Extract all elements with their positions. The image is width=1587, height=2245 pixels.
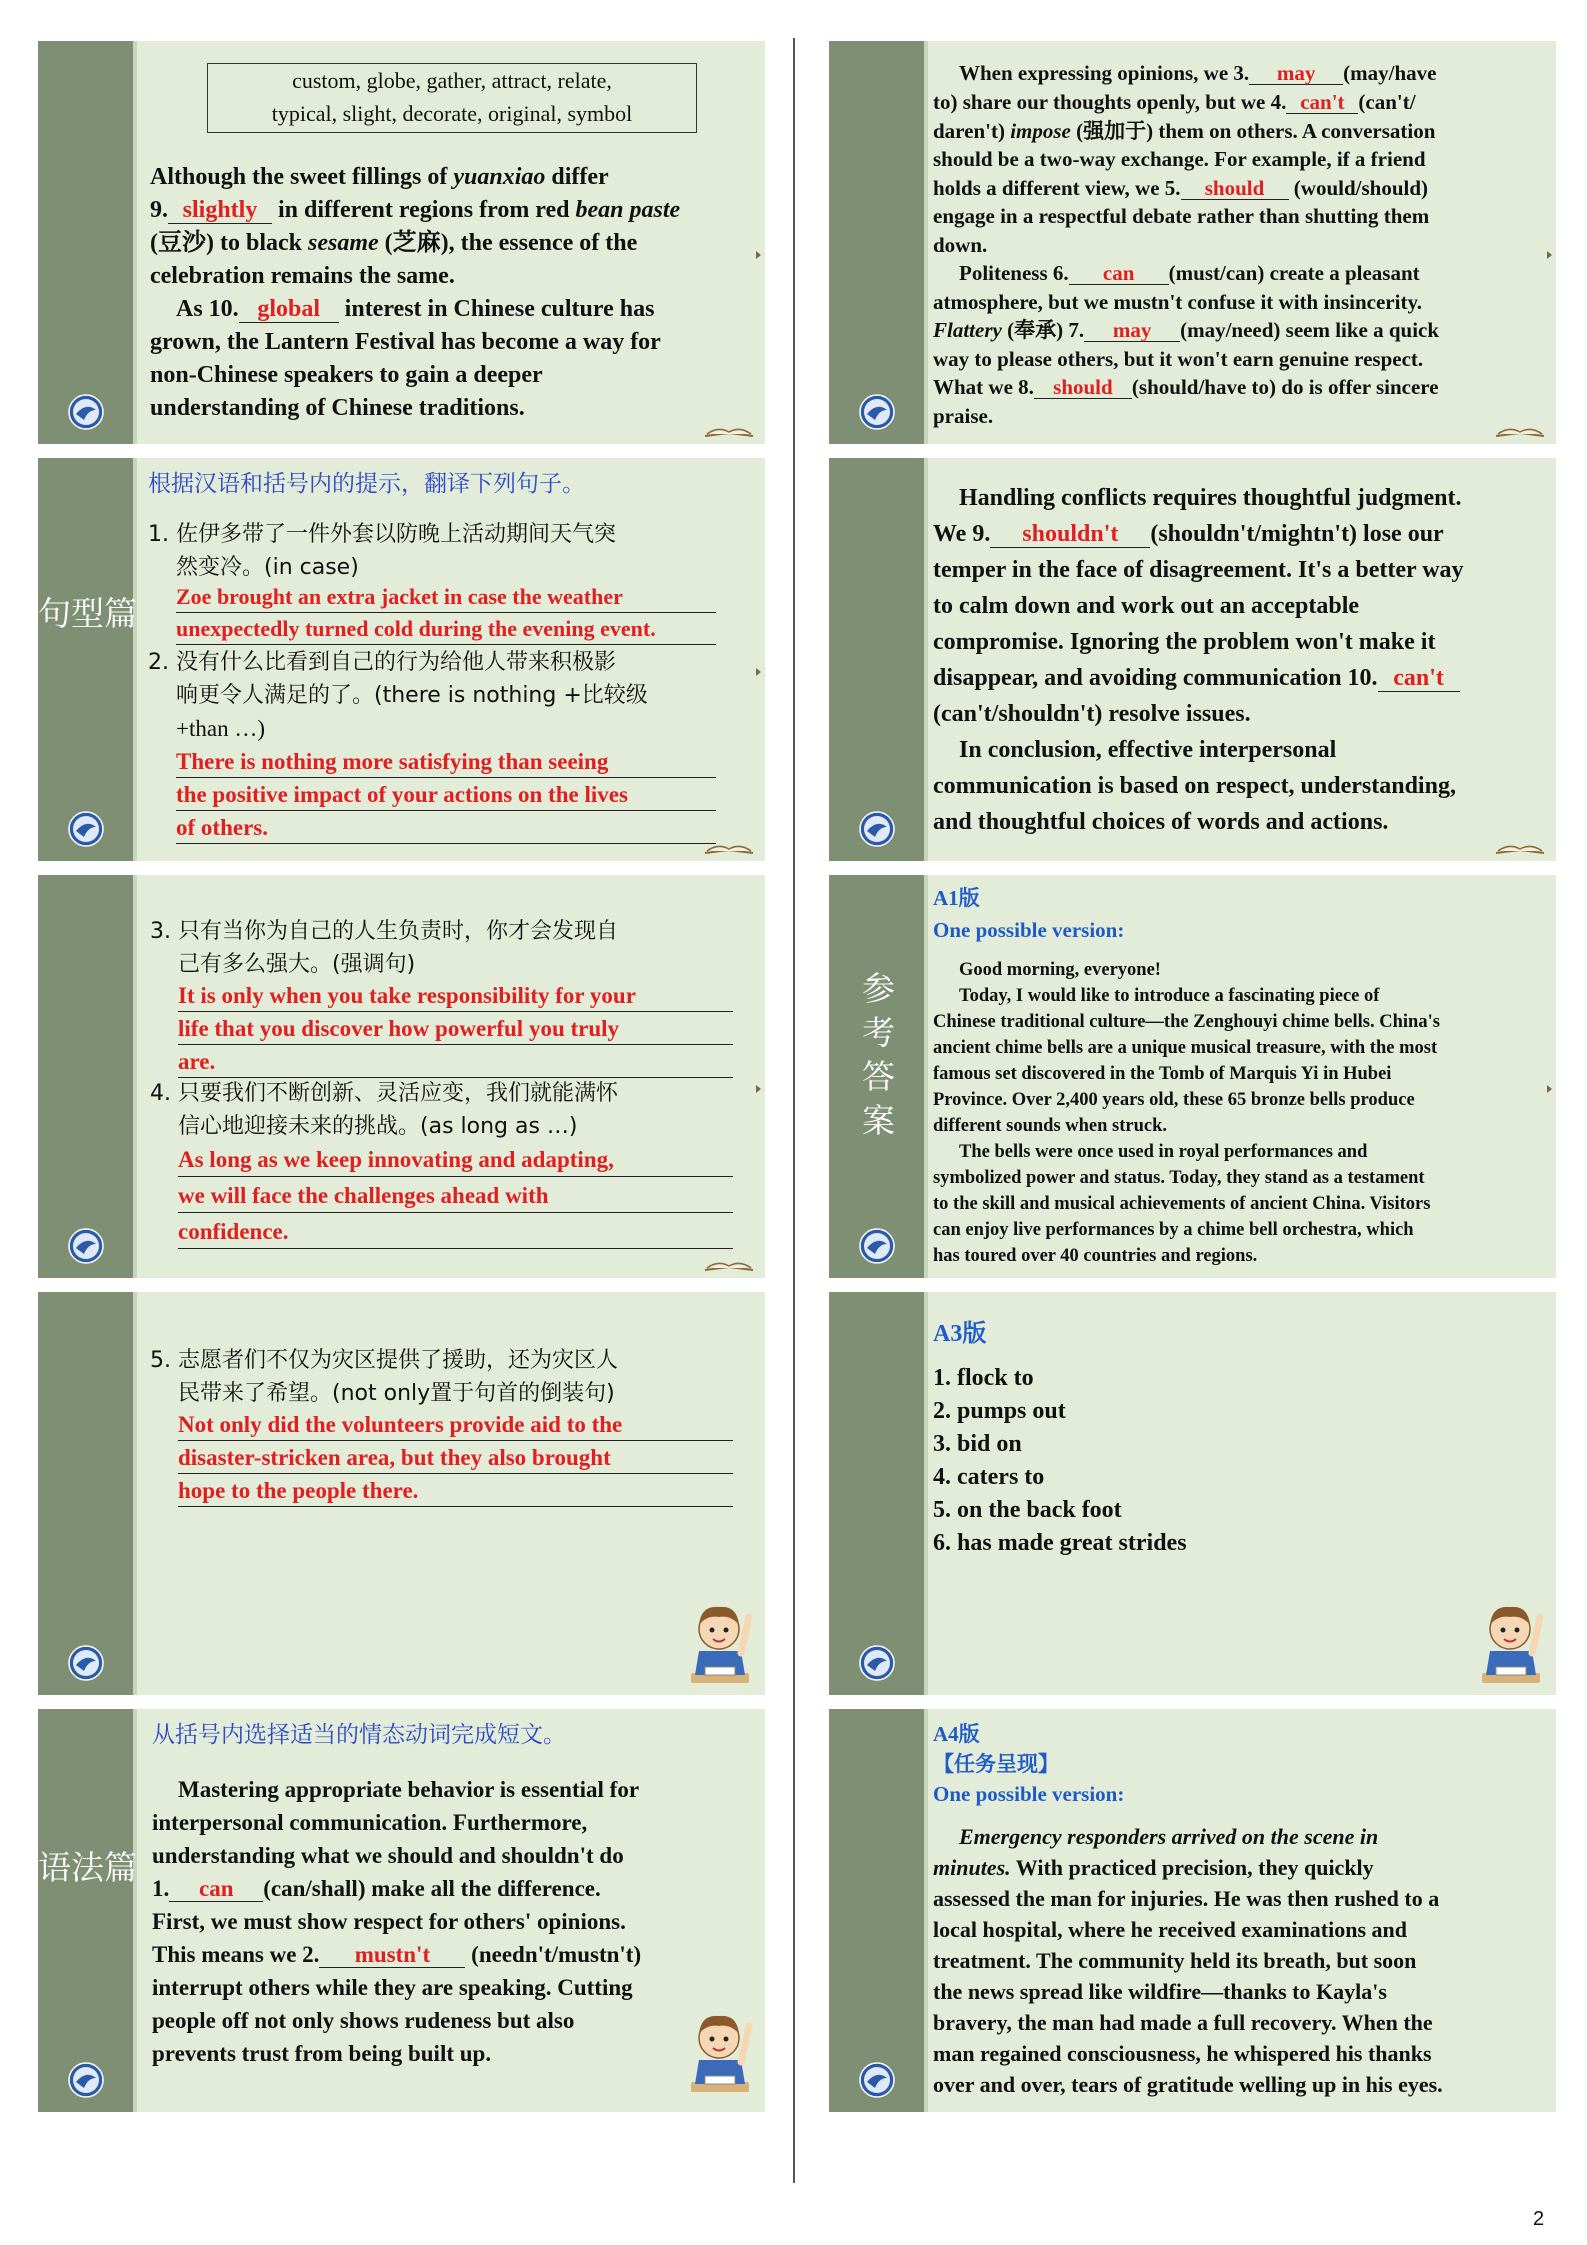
passage-line: celebration remains the same. — [150, 263, 455, 289]
essay-line: bravery, the man had made a full recovery. When the — [933, 2010, 1433, 2035]
passage-line: interrupt others while they are speaking. Cutting — [152, 1975, 633, 2000]
school-logo-icon — [859, 394, 895, 430]
answer-line: It is only when you take responsibility for your — [178, 980, 733, 1012]
passage-line: communication is based on respect, understanding, — [933, 773, 1456, 799]
answer-item: 1. flock to — [933, 1365, 1034, 1391]
book-icon — [703, 1258, 755, 1272]
slide-grammar — [38, 1709, 765, 2112]
question-line: 3. 只有当你为自己的人生负责时，你才会发现自 — [150, 919, 618, 944]
task-heading: 【任务呈现】 — [933, 1752, 1059, 1776]
question-line: 民带来了希望。(not only置于句首的倒装句) — [178, 1381, 615, 1406]
passage-line: What we 8. should (should/have to) do is offer sincere — [933, 375, 1439, 399]
side-strip — [38, 458, 137, 861]
version-label: A4版 — [933, 1722, 980, 1746]
answer-item: 2. pumps out — [933, 1398, 1066, 1424]
question-line: 信心地迎接未来的挑战。(as long as …) — [178, 1114, 578, 1139]
slide-modal-passage-1 — [829, 41, 1556, 444]
passage-line: prevents trust from being built up. — [152, 2041, 492, 2066]
passage-line: way to please others, but it won't earn genuine respect. — [933, 347, 1424, 371]
passage-line: Mastering appropriate behavior is essential for — [178, 1777, 640, 1802]
page-number: 2 — [1533, 2208, 1545, 2230]
essay-line: Good morning, everyone! — [959, 960, 1161, 980]
answer-blank-1: can — [169, 1877, 263, 1902]
side-strip — [38, 1292, 137, 1695]
passage-line: people off not only shows rudeness but also — [152, 2008, 575, 2033]
page-divider — [793, 38, 795, 2183]
answer-line: are. — [178, 1046, 733, 1078]
passage-line: Handling conflicts requires thoughtful judgment. — [959, 485, 1462, 511]
passage-line: This means we 2. mustn't (needn't/mustn't) — [152, 1942, 642, 1967]
answer-blank-9: shouldn't — [990, 522, 1150, 548]
essay-line: Province. Over 2,400 years old, these 65 bronze bells produce — [933, 1090, 1415, 1110]
answer-blank-6: can — [1069, 262, 1169, 285]
version-label: A3版 — [933, 1321, 987, 1347]
passage-line: Flattery (奉承) 7. may (may/need) seem like a quick — [933, 318, 1440, 342]
answer-blank-9: slightly — [168, 198, 272, 224]
passage-line: down. — [933, 233, 988, 257]
side-strip — [829, 1709, 928, 2112]
essay-line: famous set discovered in the Tomb of Marquis Yi in Hubei — [933, 1064, 1392, 1084]
answer-line: confidence. — [178, 1215, 733, 1249]
answer-line: hope to the people there. — [178, 1475, 733, 1507]
essay-line: local hospital, where he received examinations and — [933, 1917, 1408, 1942]
book-icon — [703, 841, 755, 855]
passage-line: (can't/shouldn't) resolve issues. — [933, 701, 1251, 727]
essay-line: assessed the man for injuries. He was then rushed to a — [933, 1886, 1440, 1911]
question-line: 1. 佐伊多带了一件外套以防晚上活动期间天气突 — [148, 522, 616, 547]
slide-vocabulary-fill — [38, 41, 765, 444]
slide-answer-a1 — [829, 875, 1556, 1278]
essay-line: the news spread like wildfire—thanks to Kayla's — [933, 1979, 1387, 2004]
question-line: 响更令人满足的了。(there is nothing +比较级 — [176, 683, 648, 708]
side-strip — [38, 875, 137, 1278]
book-icon — [703, 424, 755, 438]
passage-line: First, we must show respect for others' opinions. — [152, 1909, 626, 1934]
essay-line: to the skill and musical achievements of ancient China. Visitors — [933, 1194, 1431, 1214]
book-icon — [1494, 841, 1546, 855]
version-subheading: One possible version: — [933, 1782, 1125, 1806]
answer-line: Zoe brought an extra jacket in case the weather — [176, 582, 716, 613]
essay-line: ancient chime bells are a unique musical treasure, with the most — [933, 1038, 1438, 1058]
answer-line: As long as we keep innovating and adapting, — [178, 1143, 733, 1177]
school-logo-icon — [859, 2062, 895, 2098]
student-cartoon-icon — [1476, 1593, 1546, 1685]
question-line: 然变冷。(in case) — [176, 555, 359, 580]
side-strip — [38, 41, 137, 444]
passage-line: compromise. Ignoring the problem won't make it — [933, 629, 1436, 655]
essay-line: The bells were once used in royal performances and — [959, 1142, 1368, 1162]
school-logo-icon — [68, 1645, 104, 1681]
passage-line: As 10. global interest in Chinese culture has — [176, 296, 655, 322]
slide-modal-passage-2 — [829, 458, 1556, 861]
answer-item: 4. caters to — [933, 1464, 1045, 1490]
question-line: 2. 没有什么比看到自己的行为给他人带来积极影 — [148, 650, 616, 675]
question-line: 己有多么强大。(强调句) — [178, 952, 416, 977]
word-box-line: custom, globe, gather, attract, relate, — [292, 68, 612, 93]
answer-blank-10: global — [239, 297, 339, 323]
answer-line: we will face the challenges ahead with — [178, 1179, 733, 1213]
passage-line: interpersonal communication. Furthermore, — [152, 1810, 588, 1835]
essay-line: has toured over 40 countries and regions. — [933, 1246, 1258, 1266]
section-title-answers: 参考答案 — [862, 969, 895, 1140]
essay-line: man regained consciousness, he whispered his thanks — [933, 2041, 1432, 2066]
answer-blank-3: may — [1249, 62, 1343, 85]
essay-line: treatment. The community held its breath, but soon — [933, 1948, 1417, 1973]
answer-blank-4: can't — [1286, 91, 1358, 114]
essay-line: minutes. With practiced precision, they quickly — [933, 1855, 1374, 1880]
passage-line: (豆沙) to black sesame (芝麻), the essence of the — [150, 230, 638, 256]
passage-line: We 9. shouldn't (shouldn't/mightn't) lose our — [933, 521, 1444, 547]
side-strip — [829, 1292, 928, 1695]
student-cartoon-icon — [685, 1593, 755, 1685]
answer-line: life that you discover how powerful you truly — [178, 1013, 733, 1045]
question-line: 4. 只要我们不断创新、灵活应变，我们就能满怀 — [150, 1081, 618, 1106]
answer-item: 6. has made great strides — [933, 1530, 1187, 1556]
school-logo-icon — [68, 1228, 104, 1264]
answer-line: unexpectedly turned cold during the evening event. — [176, 614, 716, 645]
essay-line: symbolized power and status. Today, they stand as a testament — [933, 1168, 1425, 1188]
passage-line: non-Chinese speakers to gain a deeper — [150, 362, 543, 388]
slide-answer-a4 — [829, 1709, 1556, 2112]
answer-blank-10: can't — [1378, 666, 1460, 692]
instruction-heading: 根据汉语和括号内的提示，翻译下列句子。 — [148, 471, 585, 497]
passage-line: daren't) impose (强加于) them on others. A conversation — [933, 119, 1436, 143]
slide-answer-a3 — [829, 1292, 1556, 1695]
side-strip — [38, 1709, 137, 2112]
passage-line: disappear, and avoiding communication 10. can't — [933, 660, 1548, 696]
question-line: 5. 志愿者们不仅为灾区提供了援助，还为灾区人 — [150, 1348, 618, 1373]
answer-line: of others. — [176, 812, 716, 844]
passage-line: understanding of Chinese traditions. — [150, 395, 525, 421]
passage-line: understanding what we should and shouldn't do — [152, 1843, 624, 1868]
student-cartoon-icon — [685, 2002, 755, 2094]
slide-translation-1 — [38, 458, 765, 861]
passage-line: praise. — [933, 404, 994, 428]
essay-line: over and over, tears of gratitude welling up in his eyes. — [933, 2072, 1443, 2097]
answer-line: disaster-stricken area, but they also brought — [178, 1442, 733, 1474]
school-logo-icon — [68, 811, 104, 847]
section-title-sentence: 句型篇 — [38, 594, 137, 633]
word-box-line: typical, slight, decorate, original, symbol — [271, 101, 633, 126]
answer-blank-8: should — [1034, 376, 1132, 399]
answer-blank-7: may — [1084, 319, 1180, 342]
passage-line: engage in a respectful debate rather than shutting them — [933, 204, 1430, 228]
passage-line: grown, the Lantern Festival has become a way for — [150, 329, 661, 355]
answer-item: 5. on the back foot — [933, 1497, 1122, 1523]
version-subheading: One possible version: — [933, 918, 1125, 942]
passage-line: should be a two-way exchange. For example, if a friend — [933, 147, 1426, 171]
passage-line: to calm down and work out an acceptable — [933, 593, 1360, 619]
passage-line: Politeness 6. can (must/can) create a pleasant — [959, 261, 1420, 285]
passage-line: holds a different view, we 5. should (would/should) — [933, 176, 1429, 200]
answer-line: There is nothing more satisfying than seeing — [176, 746, 716, 778]
school-logo-icon — [68, 2062, 104, 2098]
slide-translation-3 — [38, 1292, 765, 1695]
answer-blank-5: should — [1181, 177, 1289, 200]
passage-line: When expressing opinions, we 3. may (may/have — [959, 61, 1437, 85]
school-logo-icon — [859, 1645, 895, 1681]
answer-line: Not only did the volunteers provide aid to the — [178, 1409, 733, 1441]
passage-line: temper in the face of disagreement. It's a better way — [933, 557, 1464, 583]
essay-line: can enjoy live performances by a chime bell orchestra, which — [933, 1220, 1414, 1240]
section-title-grammar: 语法篇 — [38, 1848, 137, 1887]
passage-line: 9. slightly in different regions from red bean paste — [150, 197, 681, 223]
question-line: +than …) — [176, 716, 265, 741]
book-icon — [1494, 424, 1546, 438]
side-strip — [829, 458, 928, 861]
version-label: A1版 — [933, 886, 980, 910]
side-strip — [829, 41, 928, 444]
passage-line: to) share our thoughts openly, but we 4. can't (can't/ — [933, 90, 1416, 114]
passage-line: 1. can (can/shall) make all the difference. — [152, 1876, 601, 1901]
essay-line: Emergency responders arrived on the scene in — [959, 1824, 1379, 1849]
answer-blank-2: mustn't — [319, 1943, 465, 1968]
essay-line: Chinese traditional culture—the Zenghouyi chime bells. China's — [933, 1012, 1440, 1032]
slide-translation-2 — [38, 875, 765, 1278]
answer-line: the positive impact of your actions on the lives — [176, 779, 716, 811]
essay-line: Today, I would like to introduce a fascinating piece of — [959, 986, 1380, 1006]
passage-line: atmosphere, but we mustn't confuse it with insincerity. — [933, 290, 1423, 314]
side-strip — [829, 875, 928, 1278]
essay-line: different sounds when struck. — [933, 1116, 1168, 1136]
passage-line: Although the sweet fillings of yuanxiao differ — [150, 164, 609, 190]
school-logo-icon — [859, 811, 895, 847]
answer-item: 3. bid on — [933, 1431, 1022, 1457]
instruction-heading: 从括号内选择适当的情态动词完成短文。 — [152, 1722, 566, 1748]
school-logo-icon — [859, 1228, 895, 1264]
word-box — [207, 63, 697, 133]
school-logo-icon — [68, 394, 104, 430]
passage-line: and thoughtful choices of words and actions. — [933, 809, 1389, 835]
passage-line: In conclusion, effective interpersonal — [959, 737, 1337, 763]
